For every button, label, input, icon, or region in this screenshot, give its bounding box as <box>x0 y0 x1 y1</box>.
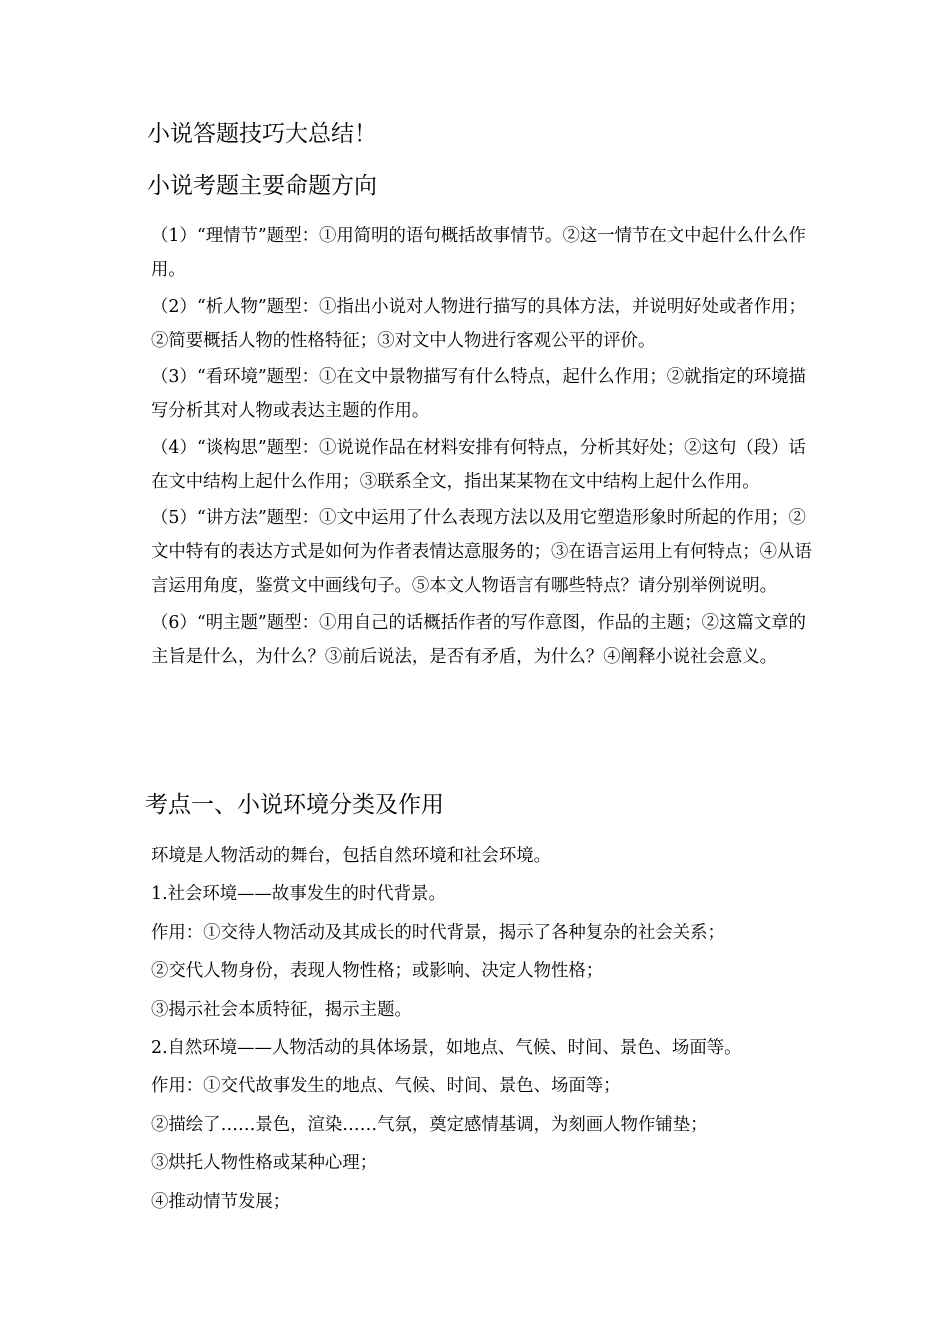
question-type-3: （3）“看环境”题型：①在文中景物描写有什么特点，起什么作用；②就指定的环境描写分析其对人物或表达主题的作用。 <box>151 367 806 421</box>
question-type-4: （4）“谈构思”题型：①说说作品在材料安排有何特点，分析其好处；②这句（段）话在文中结构上起什么作用；③联系全文，指出某某物在文中结构上起什么作用。 <box>151 437 806 492</box>
section-body <box>151 839 831 1223</box>
document-title: 小说答题技巧大总结！ <box>147 121 377 147</box>
question-type-2: （2）“析人物”题型：①指出小说对人物进行描写的具体方法，并说明好处或者作用；②简要概括人物的性格特征；③对文中人物进行客观公平的评价。 <box>151 296 806 351</box>
question-type-5: （5）“讲方法”题型：①文中运用了什么表现方法以及用它塑造形象时所起的作用；②文中特有的表达方式是如何为作者表情达意服务的；③在语言运用上有何特点；④从语言运用角度，鉴赏文中画线句子。⑤本文人物语言有哪些特点？请分别举例说明。 <box>151 508 812 596</box>
section-heading: 考点一、小说环境分类及作用 <box>145 792 444 818</box>
section-line: 2.自然环境——人物活动的具体场景，如地点、气候、时间、景色、场面等。 <box>151 1037 742 1058</box>
section-line: 环境是人物活动的舞台，包括自然环境和社会环境。 <box>151 846 551 866</box>
section-line: 1.社会环境——故事发生的时代背景。 <box>151 884 446 905</box>
section-line: ②描绘了……景色，渲染……气氛，奠定感情基调，为刻画人物作铺垫； <box>151 1114 708 1135</box>
section-line: ③烘托人物性格或某种心理； <box>151 1153 378 1174</box>
document-subtitle: 小说考题主要命题方向 <box>147 173 377 199</box>
section-line: 作用：①交待人物活动及其成长的时代背景，揭示了各种复杂的社会关系； <box>151 922 725 943</box>
section-line: ②交代人物身份，表现人物性格；或影响、决定人物性格； <box>151 961 604 982</box>
section-line: ④推动情节发展； <box>151 1191 291 1212</box>
section-line: ③揭示社会本质特征，揭示主题。 <box>151 999 412 1020</box>
section-line: 作用：①交代故事发生的地点、气候、时间、景色、场面等； <box>151 1076 621 1097</box>
question-type-1: （1）“理情节”题型：①用简明的语句概括故事情节。②这一情节在文中起什么什么作用。 <box>151 226 806 280</box>
question-type-6: （6）“明主题”题型：①用自己的话概括作者的写作意图，作品的主题；②这篇文章的主旨是什么，为什么？③前后说法，是否有矛盾，为什么？④阐释小说社会意义。 <box>151 612 806 667</box>
question-types-list <box>151 219 821 676</box>
